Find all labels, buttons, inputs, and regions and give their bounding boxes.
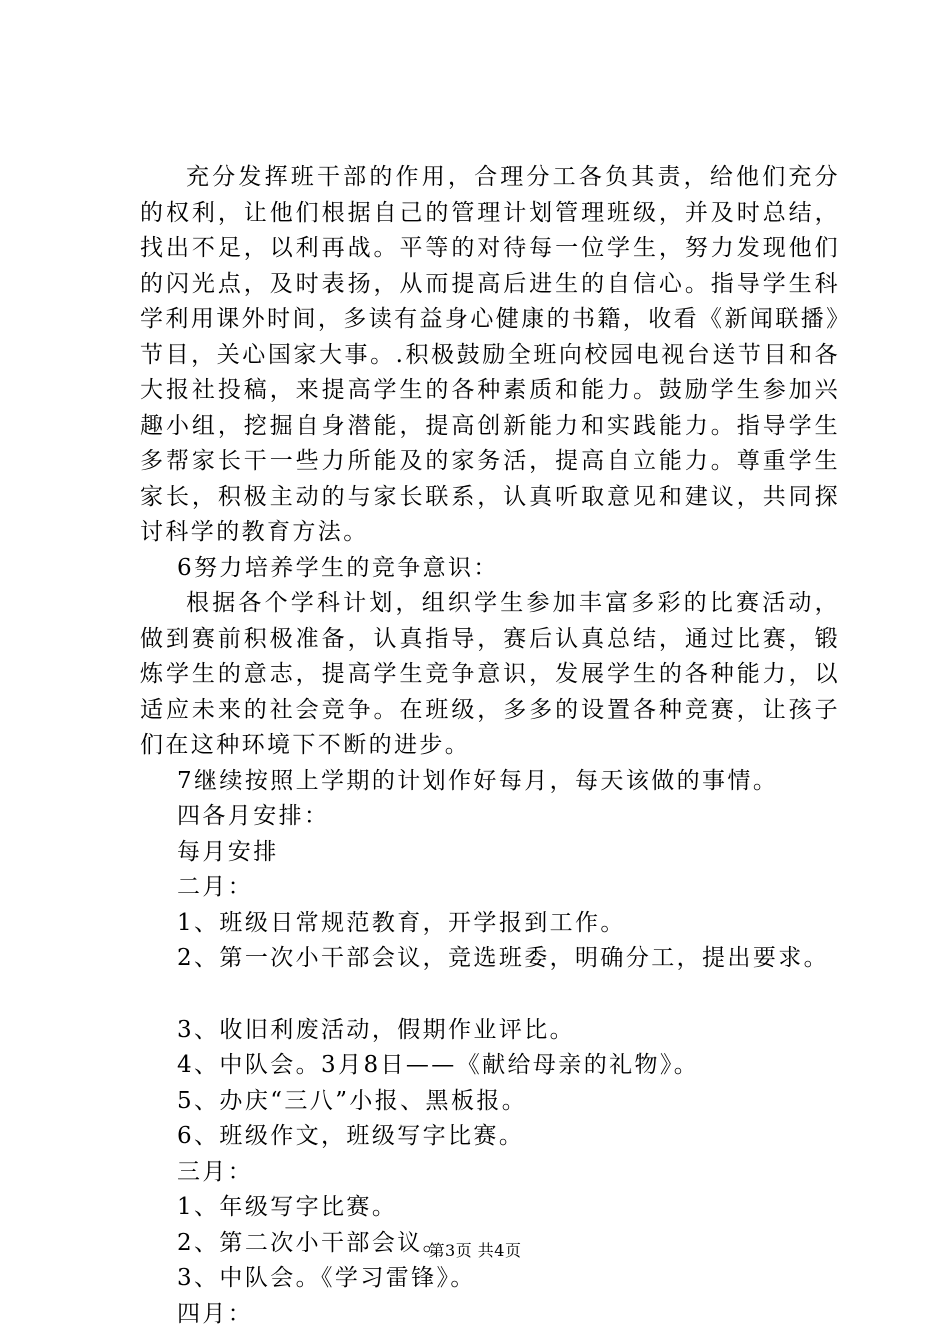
list-item: 2、第二次小干部会议。 [177,1229,449,1256]
heading-competition-awareness: 6努力培养学生的竞争意识： [177,554,499,581]
heading-continue-plan: 7继续按照上学期的计划作好每月，每天该做的事情。 [177,767,779,794]
paragraph-competition: 根据各个学科计划，组织学生参加丰富多彩的比赛活动，做到赛前积极准备，认真指导，赛后认真总结，通过比赛，锻炼学生的意志，提高学生竞争意识，发展学生的各种能力，以适应未来的社会竞争。在班级，多多的设置各种竞赛，让孩子们在这种环境下不断的进步。 [140,590,840,758]
list-item: 2、第一次小干部会议，竞选班委，明确分工，提出要求。 [177,945,830,971]
page-indicator: 第3页 共4页 [428,1241,522,1260]
spacer [140,977,840,1013]
month-label-february: 二月： [177,874,254,900]
list-item: 4、中队会。3月8日——《献给母亲的礼物》。 [177,1052,700,1078]
heading-monthly-arrangement: 四各月安排： [177,803,330,829]
list-item: 3、中队会。《学习雷锋》。 [177,1265,476,1291]
list-item: 6、班级作文，班级写字比赛。 [177,1123,525,1149]
paragraph-class-cadres: 充分发挥班干部的作用，合理分工各负其责，给他们充分的权利，让他们根据自己的管理计划管理班级，并及时总结，找出不足，以利再战。平等的对待每一位学生，努力发现他们的闪光点，及时表扬，从而提高后进生的自信心。指导学生科学利用课外时间，多读有益身心健康的书籍，收看《新闻联播》节目，关心国家大事。.积极鼓励全班向校园电视台送节目和各大报社投稿，来提高学生的各种素质和能力。鼓励学生参加兴趣小组，挖掘自身潜能，提高创新能力和实践能力。指导学生多帮家长干一些力所能及的家务活，提高自立能力。尊重学生家长，积极主动的与家长联系，认真听取意见和建议，共同探讨科学的教育方法。 [140,164,840,545]
list-item: 5、办庆“三八”小报、黑板报。 [177,1087,528,1114]
document-body [140,160,840,1332]
list-item: 1、班级日常规范教育，开学报到工作。 [177,909,626,936]
monthly-title: 每月安排 [177,838,279,865]
list-item: 3、收旧利废活动，假期作业评比。 [177,1016,576,1043]
month-label-march: 三月： [177,1158,254,1185]
month-label-april: 四月： [177,1300,254,1327]
list-item: 1、年级写字比赛。 [177,1194,398,1220]
